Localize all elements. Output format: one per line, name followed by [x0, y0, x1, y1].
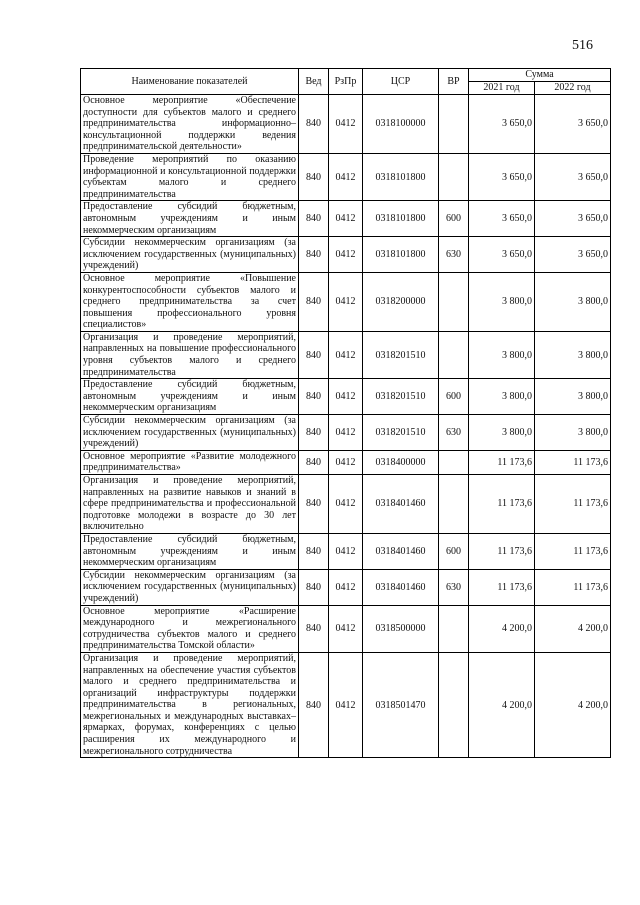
row-csr-cell: 0318101800 [363, 153, 439, 200]
row-csr-cell: 0318401460 [363, 475, 439, 534]
row-vr-cell: 630 [439, 237, 469, 273]
row-ved-cell: 840 [299, 153, 329, 200]
table-row [81, 533, 611, 569]
row-rzpr-cell: 0412 [329, 331, 363, 378]
row-sum-2021-cell: 4 200,0 [469, 605, 535, 652]
row-rzpr-cell: 0412 [329, 415, 363, 451]
header-year-2022: 2022 год [535, 82, 611, 95]
row-sum-2022-cell: 3 650,0 [535, 95, 611, 154]
row-name-cell: Субсидии некоммерческим организациям (за исключением государственных (муниципальных) учреждений) [81, 237, 299, 273]
row-vr-cell: 630 [439, 569, 469, 605]
row-sum-2021-cell: 3 800,0 [469, 415, 535, 451]
row-sum-2022-cell: 11 173,6 [535, 475, 611, 534]
row-sum-2022-cell: 11 173,6 [535, 569, 611, 605]
row-csr-cell: 0318201510 [363, 331, 439, 378]
row-sum-2021-cell: 11 173,6 [469, 475, 535, 534]
table-row [81, 331, 611, 378]
table-row [81, 475, 611, 534]
row-vr-cell: 600 [439, 201, 469, 237]
table-row [81, 569, 611, 605]
table-row [81, 95, 611, 154]
row-sum-2021-cell: 11 173,6 [469, 450, 535, 474]
row-vr-cell [439, 605, 469, 652]
row-sum-2022-cell: 3 800,0 [535, 379, 611, 415]
row-vr-cell [439, 450, 469, 474]
table-row [81, 272, 611, 331]
row-name-cell: Основное мероприятие «Расширение международного и межрегионального сотрудничества субъектов малого и среднего предпринимательства Томской области» [81, 605, 299, 652]
row-ved-cell: 840 [299, 475, 329, 534]
row-rzpr-cell: 0412 [329, 569, 363, 605]
header-vr: ВР [439, 69, 469, 95]
row-vr-cell [439, 153, 469, 200]
row-sum-2022-cell: 4 200,0 [535, 652, 611, 757]
table-row [81, 652, 611, 757]
row-ved-cell: 840 [299, 605, 329, 652]
header-rzpr: РзПр [329, 69, 363, 95]
row-sum-2022-cell: 11 173,6 [535, 533, 611, 569]
row-csr-cell: 0318201510 [363, 415, 439, 451]
row-rzpr-cell: 0412 [329, 272, 363, 331]
row-name-cell: Основное мероприятие «Повышение конкурентоспособности субъектов малого и среднего предпринимательства за счет повышения профессионального уровня специалистов» [81, 272, 299, 331]
table-row [81, 379, 611, 415]
row-sum-2021-cell: 3 800,0 [469, 379, 535, 415]
row-sum-2022-cell: 3 800,0 [535, 331, 611, 378]
row-name-cell: Предоставление субсидий бюджетным, автономным учреждениям и иным некоммерческим организациям [81, 379, 299, 415]
row-sum-2021-cell: 3 650,0 [469, 201, 535, 237]
table-row [81, 201, 611, 237]
header-year-2021: 2021 год [469, 82, 535, 95]
row-ved-cell: 840 [299, 95, 329, 154]
row-name-cell: Субсидии некоммерческим организациям (за исключением государственных (муниципальных) учреждений) [81, 415, 299, 451]
row-sum-2022-cell: 3 800,0 [535, 415, 611, 451]
row-sum-2022-cell: 11 173,6 [535, 450, 611, 474]
table-row [81, 237, 611, 273]
row-rzpr-cell: 0412 [329, 450, 363, 474]
row-sum-2021-cell: 3 650,0 [469, 95, 535, 154]
row-rzpr-cell: 0412 [329, 201, 363, 237]
row-ved-cell: 840 [299, 331, 329, 378]
row-rzpr-cell: 0412 [329, 475, 363, 534]
header-sum: Сумма [469, 69, 611, 82]
row-ved-cell: 840 [299, 201, 329, 237]
row-ved-cell: 840 [299, 533, 329, 569]
row-name-cell: Организация и проведение мероприятий, направленных на обеспечение участия субъектов малого и среднего предпринимательства и организаций инфраструктуры поддержки предпринимательства в региональных, межрегиональных и международных выставках–ярмарках, форумах, конференциях с целью расширения их международного и межрегионального сотрудничества [81, 652, 299, 757]
row-sum-2021-cell: 3 800,0 [469, 331, 535, 378]
table-body [81, 95, 611, 758]
header-csr: ЦСР [363, 69, 439, 95]
row-ved-cell: 840 [299, 450, 329, 474]
row-name-cell: Предоставление субсидий бюджетным, автономным учреждениям и иным некоммерческим организациям [81, 201, 299, 237]
row-sum-2022-cell: 3 650,0 [535, 237, 611, 273]
row-rzpr-cell: 0412 [329, 95, 363, 154]
row-sum-2022-cell: 3 800,0 [535, 272, 611, 331]
row-csr-cell: 0318100000 [363, 95, 439, 154]
budget-table [80, 68, 611, 758]
row-name-cell: Проведение мероприятий по оказанию информационной и консультационной поддержки субъектам малого и среднего предпринимательства [81, 153, 299, 200]
row-csr-cell: 0318500000 [363, 605, 439, 652]
row-rzpr-cell: 0412 [329, 652, 363, 757]
row-sum-2022-cell: 4 200,0 [535, 605, 611, 652]
row-csr-cell: 0318101800 [363, 237, 439, 273]
row-csr-cell: 0318401460 [363, 569, 439, 605]
row-vr-cell [439, 475, 469, 534]
table-row [81, 153, 611, 200]
row-ved-cell: 840 [299, 379, 329, 415]
row-csr-cell: 0318201510 [363, 379, 439, 415]
row-ved-cell: 840 [299, 272, 329, 331]
header-ved: Вед [299, 69, 329, 95]
row-name-cell: Предоставление субсидий бюджетным, автономным учреждениям и иным некоммерческим организациям [81, 533, 299, 569]
row-sum-2021-cell: 4 200,0 [469, 652, 535, 757]
row-vr-cell [439, 272, 469, 331]
row-sum-2021-cell: 11 173,6 [469, 569, 535, 605]
row-sum-2021-cell: 3 650,0 [469, 153, 535, 200]
row-sum-2021-cell: 3 650,0 [469, 237, 535, 273]
row-vr-cell: 600 [439, 379, 469, 415]
row-ved-cell: 840 [299, 415, 329, 451]
row-name-cell: Основное мероприятие «Обеспечение доступности для субъектов малого и среднего предпринимательства информационно–консультационной поддержки ведения предпринимательской деятельности» [81, 95, 299, 154]
row-ved-cell: 840 [299, 237, 329, 273]
row-rzpr-cell: 0412 [329, 153, 363, 200]
row-name-cell: Организация и проведение мероприятий, направленных на повышение профессионального уровня субъектов малого и среднего предпринимательства [81, 331, 299, 378]
row-rzpr-cell: 0412 [329, 605, 363, 652]
row-rzpr-cell: 0412 [329, 379, 363, 415]
header-name: Наименование показателей [81, 69, 299, 95]
row-sum-2021-cell: 3 800,0 [469, 272, 535, 331]
row-rzpr-cell: 0412 [329, 237, 363, 273]
row-name-cell: Организация и проведение мероприятий, направленных на развитие навыков и знаний в сфере предпринимательства и профессиональной подготовке молодежи в возрасте до 30 лет включительно [81, 475, 299, 534]
row-name-cell: Субсидии некоммерческим организациям (за исключением государственных (муниципальных) учреждений) [81, 569, 299, 605]
row-csr-cell: 0318501470 [363, 652, 439, 757]
row-csr-cell: 0318400000 [363, 450, 439, 474]
row-sum-2022-cell: 3 650,0 [535, 153, 611, 200]
table-row [81, 605, 611, 652]
page-number: 516 [572, 38, 593, 53]
row-csr-cell: 0318200000 [363, 272, 439, 331]
table-row [81, 415, 611, 451]
row-csr-cell: 0318401460 [363, 533, 439, 569]
row-sum-2021-cell: 11 173,6 [469, 533, 535, 569]
row-csr-cell: 0318101800 [363, 201, 439, 237]
table-row [81, 450, 611, 474]
row-rzpr-cell: 0412 [329, 533, 363, 569]
row-vr-cell [439, 95, 469, 154]
row-vr-cell: 600 [439, 533, 469, 569]
row-vr-cell [439, 652, 469, 757]
row-vr-cell [439, 331, 469, 378]
row-ved-cell: 840 [299, 569, 329, 605]
row-sum-2022-cell: 3 650,0 [535, 201, 611, 237]
row-vr-cell: 630 [439, 415, 469, 451]
row-name-cell: Основное мероприятие «Развитие молодежного предпринимательства» [81, 450, 299, 474]
row-ved-cell: 840 [299, 652, 329, 757]
